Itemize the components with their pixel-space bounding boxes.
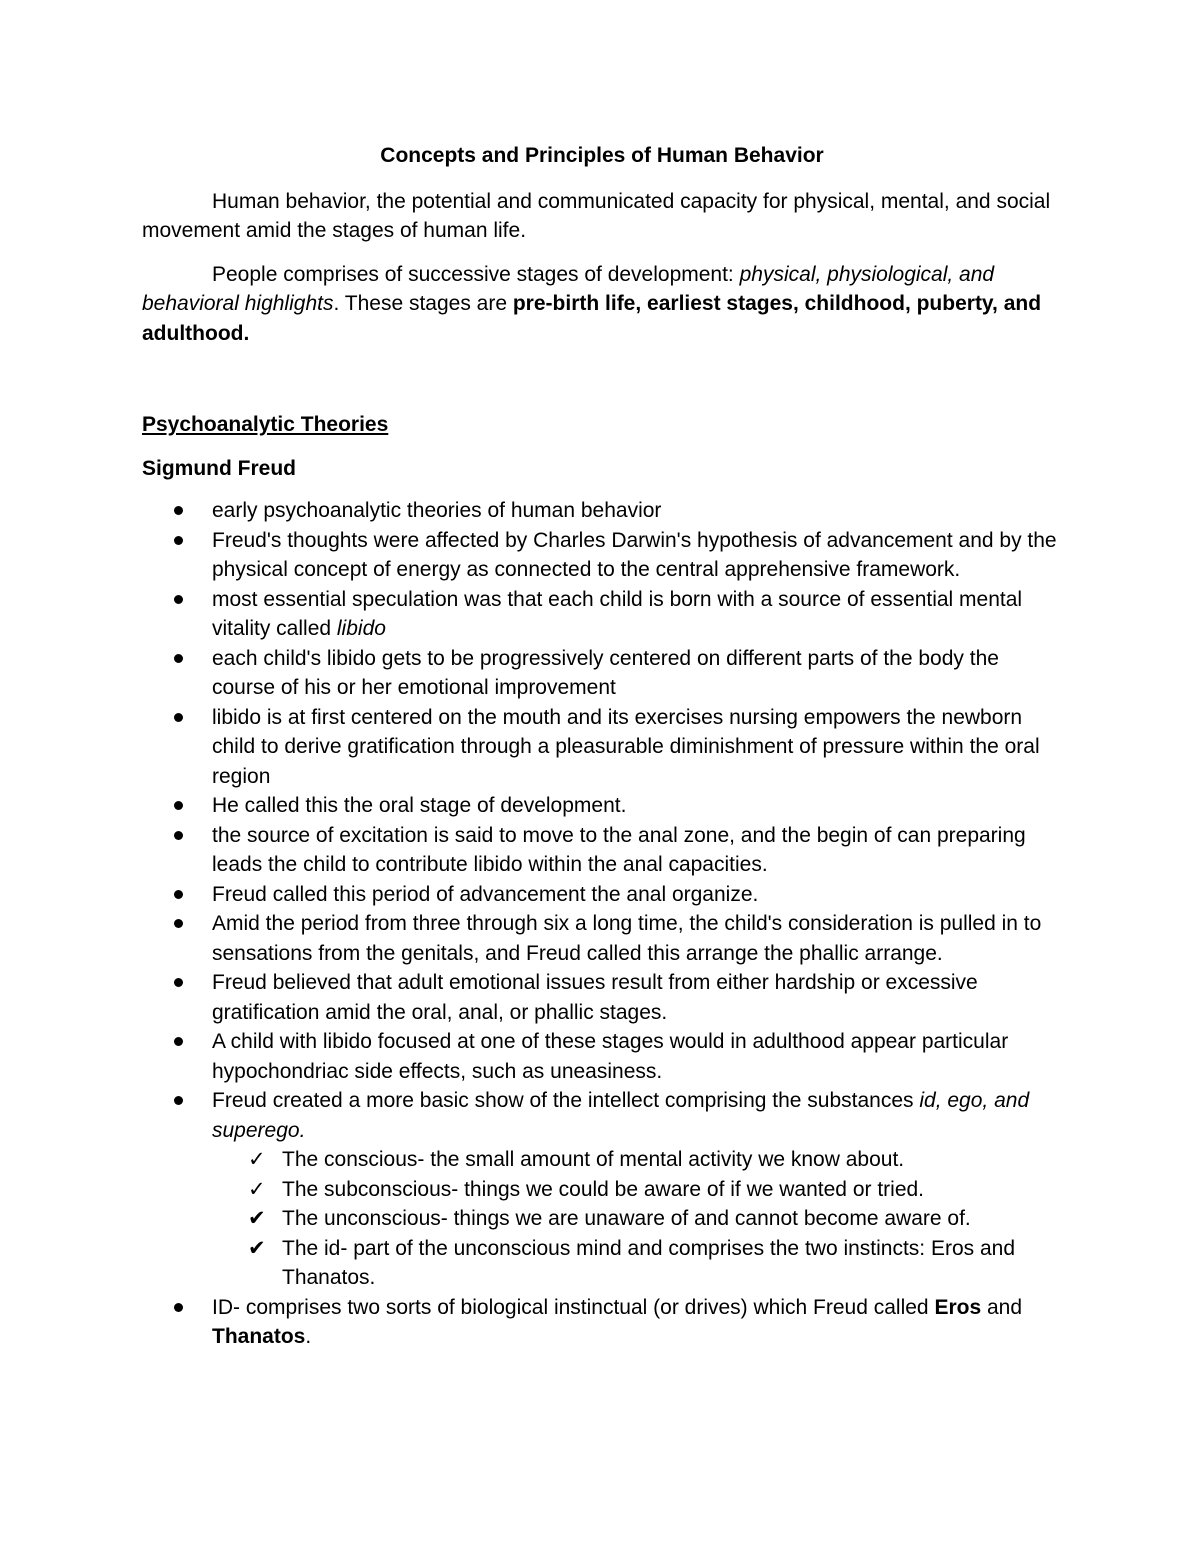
list-item-italic: id, ego, and superego.	[212, 1089, 1030, 1142]
list-item-text: ID- comprises two sorts of biological instinctual (or drives) which Freud called	[212, 1295, 935, 1319]
bullet-icon	[174, 978, 183, 987]
list-item-text: Amid the period from three through six a long time, the child's consideration is pulled in to sensations from the genitals, and Freud called this arrange the phallic arrange.	[212, 912, 1042, 965]
list-item-text: He called this the oral stage of development.	[212, 794, 627, 817]
bullet-list	[142, 496, 1062, 1352]
checkmark-icon: ✓	[248, 1176, 266, 1201]
list-item-text-middle: and	[981, 1295, 1022, 1319]
bullet-icon	[174, 919, 183, 928]
list-item-text: Freud believed that adult emotional issues result from either hardship or excessive gratification amid the oral, anal, or phallic stages.	[212, 971, 978, 1024]
bullet-icon	[174, 713, 183, 722]
list-item	[142, 496, 1062, 526]
document-title: Concepts and Principles of Human Behavior	[380, 144, 824, 167]
check-item	[212, 1175, 1062, 1205]
stages-text-1: People comprises of successive stages of development:	[212, 262, 740, 286]
stages-bold: pre-birth life, earliest stages, childhood, puberty, and adulthood.	[142, 292, 1042, 345]
bullet-icon	[174, 595, 183, 604]
list-item-text-after: .	[305, 1325, 312, 1348]
list-item-text: libido is at first centered on the mouth and its exercises nursing empowers the newborn child to derive gratification through a pleasurable diminishment of pressure within the oral region	[212, 705, 1040, 788]
check-item-text: The subconscious- things we could be aware of if we wanted or tried.	[282, 1177, 925, 1201]
check-item-text: The conscious- the small amount of mental activity we know about.	[282, 1148, 905, 1171]
list-item-text: Freud created a more basic show of the intellect comprising the substances	[212, 1089, 920, 1112]
checkmark-icon: ✔	[248, 1206, 266, 1230]
list-item-text: each child's libido gets to be progressively centered on different parts of the body the course of his or her emotional improvement	[212, 646, 999, 699]
list-item	[142, 703, 1062, 792]
eros-term: Eros	[934, 1295, 982, 1319]
bullet-icon	[174, 506, 183, 515]
thanatos-term: Thanatos	[212, 1325, 306, 1348]
list-item-text: Freud's thoughts were affected by Charles Darwin's hypothesis of advancement and by the physical concept of energy as connected to the central apprehensive framework.	[212, 528, 1057, 581]
list-item-text: most essential speculation was that each child is born with a source of essential mental vitality called	[212, 587, 1023, 640]
checkmark-icon: ✓	[248, 1147, 266, 1171]
bullet-icon	[174, 831, 183, 840]
check-item	[212, 1145, 1062, 1175]
bullet-icon	[174, 654, 183, 663]
intro-paragraph: Human behavior, the potential and communicated capacity for physical, mental, and social movement amid the stages of human life.	[142, 189, 1051, 242]
list-item	[142, 1027, 1062, 1086]
stages-paragraph	[142, 260, 1062, 349]
bullet-icon	[174, 890, 183, 899]
list-item	[142, 880, 1062, 910]
check-item	[212, 1234, 1062, 1293]
stages-italic: physical, physiological, and behavioral highlights	[142, 262, 995, 315]
bullet-icon	[174, 1096, 183, 1105]
list-item-text: A child with libido focused at one of these stages would in adulthood appear particular hypochondriac side effects, such as uneasiness.	[212, 1030, 1009, 1083]
list-item	[142, 909, 1062, 968]
check-item-text: The id- part of the unconscious mind and comprises the two instincts: Eros and Thanatos.	[282, 1236, 1016, 1289]
bullet-icon	[174, 536, 183, 545]
check-list	[212, 1145, 1062, 1293]
list-item	[142, 526, 1062, 585]
list-item	[142, 585, 1062, 644]
list-item-italic: libido	[336, 617, 386, 640]
bullet-icon	[174, 1303, 183, 1312]
list-item	[142, 1086, 1062, 1293]
list-item	[142, 1293, 1062, 1352]
checkmark-icon: ✔	[248, 1235, 266, 1260]
list-item-text: early psychoanalytic theories of human behavior	[212, 499, 662, 522]
subheading: Sigmund Freud	[142, 456, 296, 480]
list-item	[142, 644, 1062, 703]
list-item	[142, 791, 1062, 821]
section-heading: Psychoanalytic Theories	[142, 413, 389, 436]
list-item-text: the source of excitation is said to move to the anal zone, and the begin of can preparing leads the child to contribute libido within the anal capacities.	[212, 823, 1026, 876]
check-item-text: The unconscious- things we are unaware of and cannot become aware of.	[282, 1207, 971, 1230]
bullet-icon	[174, 801, 183, 810]
list-item	[142, 968, 1062, 1027]
bullet-icon	[174, 1037, 183, 1046]
stages-text-2: . These stages are	[333, 292, 513, 315]
check-item	[212, 1204, 1062, 1234]
list-item-text: Freud called this period of advancement the anal organize.	[212, 882, 759, 906]
document-page	[142, 141, 1062, 1352]
list-item	[142, 821, 1062, 880]
